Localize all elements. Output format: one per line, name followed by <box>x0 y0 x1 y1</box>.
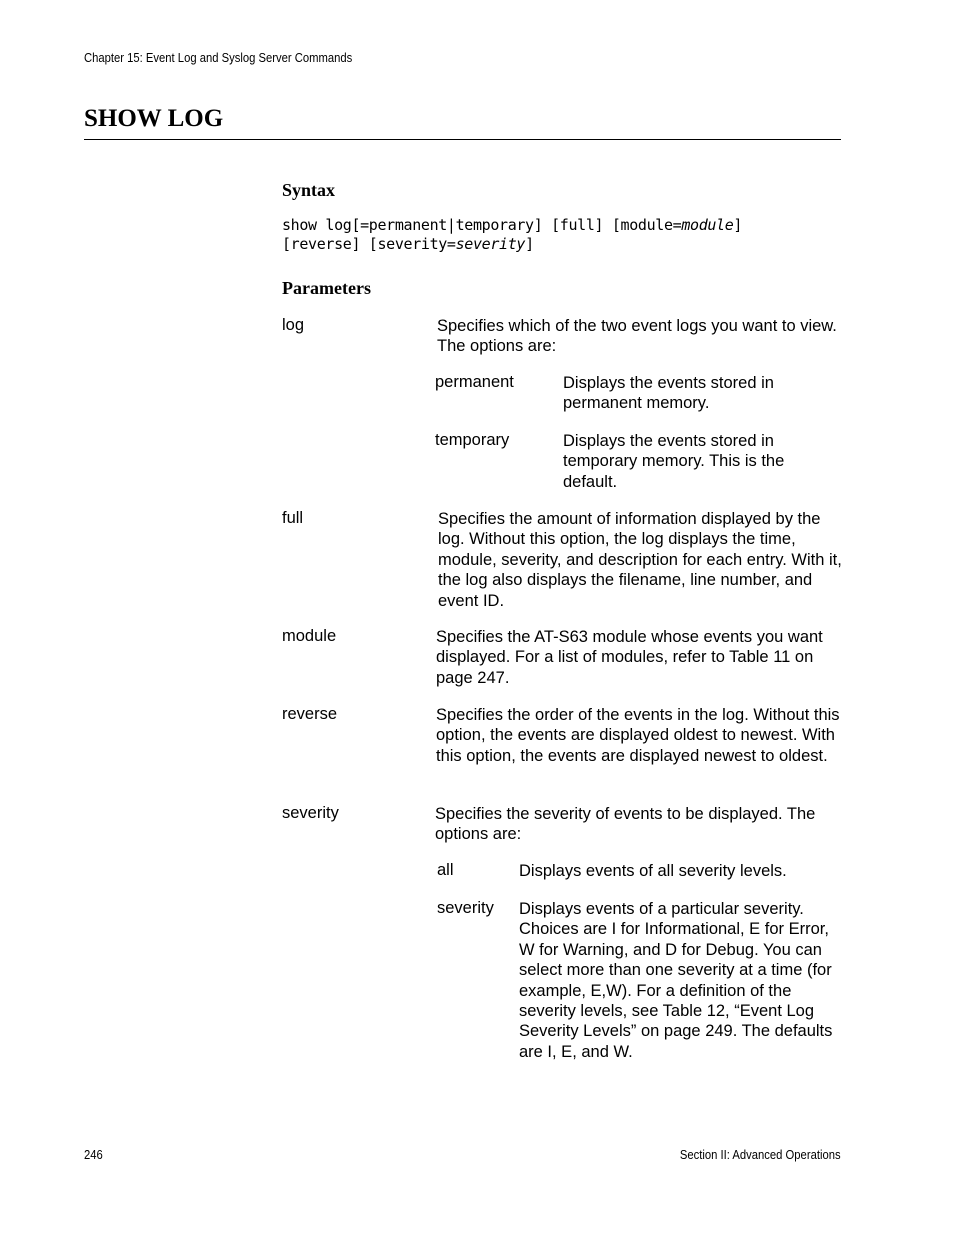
parameters-heading: Parameters <box>282 278 371 298</box>
syntax-line-2-text: [reverse] [severity= <box>282 235 456 253</box>
param-log-name: log <box>282 316 305 334</box>
syntax-line-1-end: ] <box>733 216 743 234</box>
log-option-permanent-name: permanent <box>435 373 514 391</box>
param-module-desc: Specifies the AT-S63 module whose events you want displayed. For a list of modules, refer to Table 11 on page 247. <box>436 628 823 687</box>
param-log-desc: Specifies which of the two event logs you want to view. The options are: <box>437 317 837 356</box>
syntax-severity-variable: severity <box>455 235 526 253</box>
severity-option-all-name: all <box>437 861 454 879</box>
running-footer-section: Section II: Advanced Operations <box>680 1148 841 1162</box>
severity-option-severity-name: severity <box>437 899 494 917</box>
page-number: 246 <box>84 1148 103 1162</box>
title-rule <box>84 139 841 140</box>
syntax-line-2 <box>282 235 534 253</box>
syntax-heading: Syntax <box>282 180 336 200</box>
log-option-temporary-desc: Displays the events stored in temporary memory. This is the default. <box>563 432 785 491</box>
param-reverse-name: reverse <box>282 705 338 723</box>
param-severity-name: severity <box>282 804 339 822</box>
param-full-name: full <box>282 509 304 527</box>
syntax-line-1 <box>282 216 742 234</box>
syntax-line-1-text: show log[=permanent|temporary] [full] [module= <box>282 216 682 234</box>
severity-option-all-desc: Displays events of all severity levels. <box>519 862 787 880</box>
log-option-permanent-desc: Displays the events stored in permanent memory. <box>563 374 774 413</box>
syntax-module-variable: module <box>681 216 734 234</box>
param-reverse-desc: Specifies the order of the events in the log. Without this option, the events are displayed oldest to newest. With this option, the events are displayed newest to oldest. <box>436 706 840 765</box>
syntax-line-2-end: ] <box>525 235 534 253</box>
param-severity-desc: Specifies the severity of events to be displayed. The options are: <box>435 805 816 844</box>
param-module-name: module <box>282 627 337 645</box>
param-full-desc: Specifies the amount of information displayed by the log. Without this option, the log displays the time, module, severity, and description for each entry. With it, the log also displays the filename, line number, and event ID. <box>438 510 842 610</box>
severity-option-severity-desc: Displays events of a particular severity. Choices are I for Informational, E for Error, W for Warning, and D for Debug. You can select more than one severity at a time (for example, E,W). For a definition of the severity levels, see Table 12, “Event Log Severity Levels” on page 249. The defaults are I, E, and W. <box>519 900 833 1061</box>
running-header: Chapter 15: Event Log and Syslog Server Commands <box>84 51 353 65</box>
log-option-temporary-name: temporary <box>435 431 510 449</box>
page-title: SHOW LOG <box>84 105 224 132</box>
